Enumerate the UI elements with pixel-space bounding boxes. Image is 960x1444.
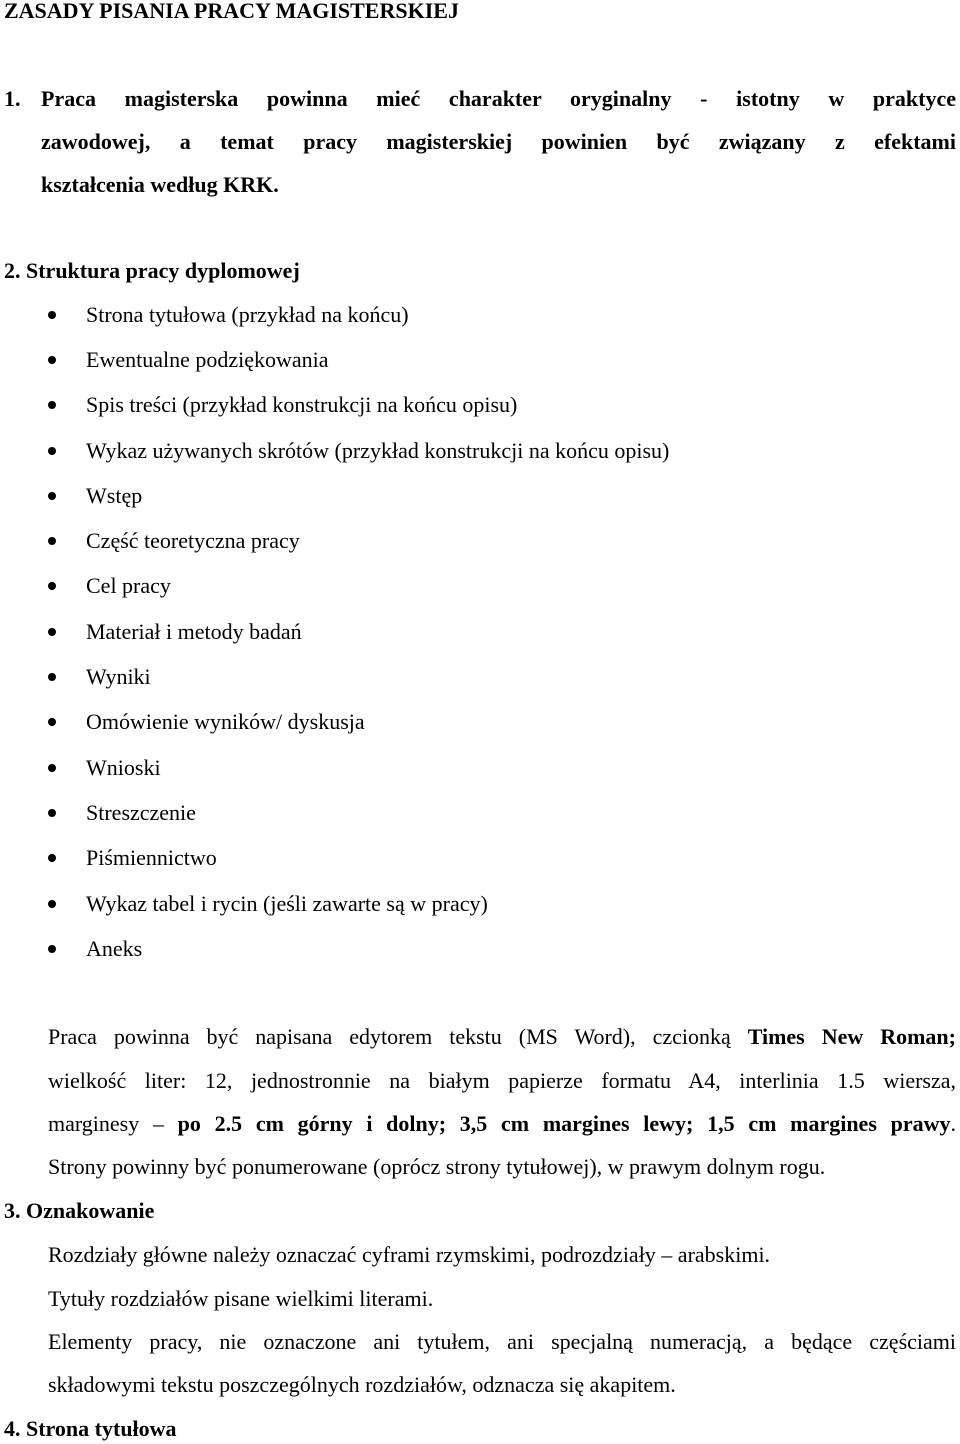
bullet-icon — [48, 764, 56, 772]
formatting-line-4: Strony powinny być ponumerowane (oprócz strony tytułowej), w prawym dolnym rogu. — [48, 1154, 826, 1179]
list-item: Ewentualne podziękowania — [48, 337, 669, 382]
list-item: Wykaz używanych skrótów (przykład konstrukcji na końcu opisu) — [48, 428, 669, 473]
bullet-icon — [48, 673, 56, 681]
section-3-paragraph-1: Rozdziały główne należy oznaczać cyframi rzymskimi, podrozdziały – arabskimi. — [48, 1242, 771, 1267]
list-item: Aneks — [48, 926, 669, 971]
bullet-icon — [48, 809, 56, 817]
bullet-icon — [48, 582, 56, 590]
formatting-line-3: marginesy – po 2.5 cm górny i dolny; 3,5 cm margines lewy; 1,5 cm margines prawy. — [48, 1111, 956, 1136]
formatting-line-2: wielkość liter: 12, jednostronnie na białym papierze formatu A4, interlinia 1.5 wiersza, — [48, 1068, 956, 1093]
section-1-line-3: kształcenia według KRK. — [41, 172, 279, 197]
section-1-number: 1. — [4, 86, 21, 111]
list-item: Wykaz tabel i rycin (jeśli zawarte są w pracy) — [48, 881, 669, 926]
section-3-heading: 3. Oznakowanie — [4, 1198, 155, 1223]
list-item: Materiał i metody badań — [48, 609, 669, 654]
bullet-icon — [48, 854, 56, 862]
document-title: ZASADY PISANIA PRACY MAGISTERSKIEJ — [4, 0, 459, 23]
section-3-paragraph-3-line-2: składowymi tekstu poszczególnych rozdziałów, odznacza się akapitem. — [48, 1372, 676, 1397]
list-item: Strona tytułowa (przykład na końcu) — [48, 292, 669, 337]
bullet-icon — [48, 628, 56, 636]
section-1-line-2: zawodowej, a temat pracy magisterskiej powinien być związany z efektami — [41, 129, 956, 154]
list-item: Wnioski — [48, 745, 669, 790]
bullet-icon — [48, 447, 56, 455]
formatting-line-1: Praca powinna być napisana edytorem tekstu (MS Word), czcionką Times New Roman; — [48, 1024, 956, 1049]
bullet-icon — [48, 900, 56, 908]
list-item: Wstęp — [48, 473, 669, 518]
list-item: Spis treści (przykład konstrukcji na końcu opisu) — [48, 383, 669, 428]
list-item: Część teoretyczna pracy — [48, 518, 669, 563]
list-item: Streszczenie — [48, 790, 669, 835]
list-item: Piśmiennictwo — [48, 836, 669, 881]
bullet-icon — [48, 537, 56, 545]
section-3-paragraph-2: Tytuły rozdziałów pisane wielkimi literami. — [48, 1286, 434, 1311]
list-item: Omówienie wyników/ dyskusja — [48, 700, 669, 745]
list-item: Cel pracy — [48, 564, 669, 609]
structure-list — [48, 292, 669, 971]
section-3-paragraph-3-line-1: Elementy pracy, nie oznaczone ani tytułem, ani specjalną numeracją, a będące częściami — [48, 1329, 956, 1354]
section-4-heading: 4. Strona tytułowa — [4, 1416, 177, 1441]
bullet-icon — [48, 945, 56, 953]
section-2-heading: 2. Struktura pracy dyplomowej — [4, 258, 300, 283]
bullet-icon — [48, 492, 56, 500]
list-item: Wyniki — [48, 654, 669, 699]
bullet-icon — [48, 311, 56, 319]
bullet-icon — [48, 356, 56, 364]
bullet-icon — [48, 401, 56, 409]
bullet-icon — [48, 718, 56, 726]
section-1-line-1: Praca magisterska powinna mieć charakter oryginalny - istotny w praktyce — [41, 86, 956, 111]
